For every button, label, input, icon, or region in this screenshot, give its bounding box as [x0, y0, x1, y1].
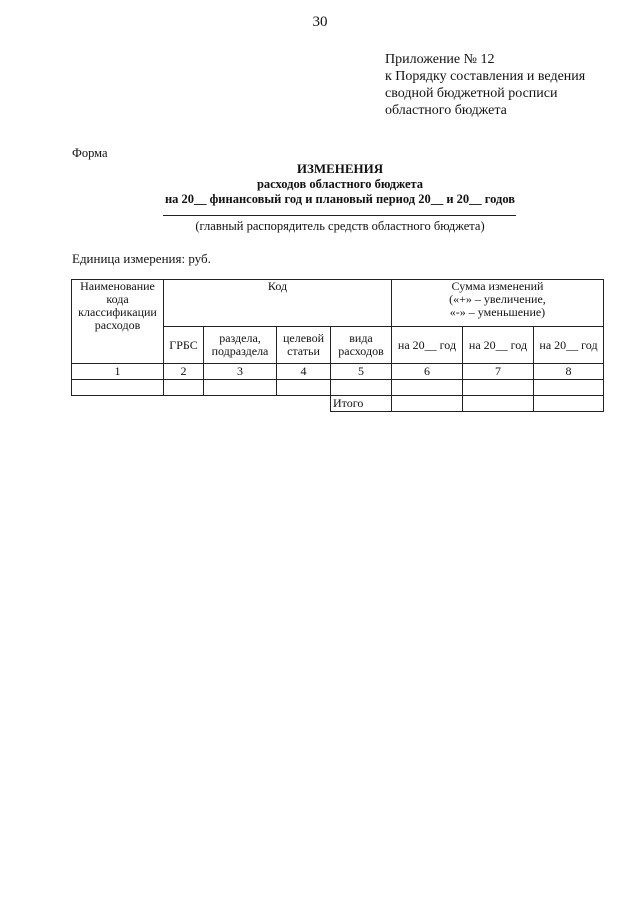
column-number: 6	[392, 364, 463, 380]
empty-cell[interactable]	[331, 380, 392, 396]
appendix-line: Приложение № 12	[385, 52, 495, 67]
column-number: 4	[277, 364, 331, 380]
subheader-target: целевой статьи	[277, 327, 331, 364]
sum-header-line: Сумма изменений	[451, 279, 544, 293]
column-number: 3	[204, 364, 277, 380]
empty-cell[interactable]	[72, 380, 164, 396]
column-number: 8	[534, 364, 604, 380]
subheader-year-1: на 20__ год	[392, 327, 463, 364]
document-subtitle: расходов областного бюджета	[256, 177, 424, 191]
appendix-line: сводной бюджетной росписи	[385, 86, 558, 101]
column-number-row	[72, 364, 604, 380]
subheader-grbs: ГРБС	[164, 327, 204, 364]
document-period: на 20__ финансовый год и плановый период 20__ и 20__ годов	[164, 192, 516, 206]
appendix-line: областного бюджета	[385, 103, 507, 118]
unit-label: Единица измерения: руб.	[72, 251, 211, 266]
empty-cell[interactable]	[463, 380, 534, 396]
blank-space	[164, 396, 204, 412]
column-number: 1	[72, 364, 164, 380]
changes-table	[71, 279, 604, 412]
header-name-cell: Наименование кода классификации расходов	[72, 280, 164, 364]
header-row	[72, 280, 604, 327]
form-label: Форма	[72, 146, 108, 160]
empty-cell[interactable]	[204, 380, 277, 396]
empty-cell[interactable]	[164, 380, 204, 396]
total-cell[interactable]	[392, 396, 463, 412]
column-number: 7	[463, 364, 534, 380]
manager-caption: (главный распорядитель средств областного бюджета)	[195, 219, 485, 233]
total-row	[72, 396, 604, 412]
page-number: 30	[312, 14, 328, 30]
column-number: 5	[331, 364, 392, 380]
total-cell[interactable]	[534, 396, 604, 412]
document-title: ИЗМЕНЕНИЯ	[296, 161, 384, 176]
table-row	[72, 380, 604, 396]
subheader-section: раздела, подраздела	[204, 327, 277, 364]
blank-space	[277, 396, 331, 412]
header-sum-group	[392, 280, 604, 327]
empty-cell[interactable]	[392, 380, 463, 396]
total-cell[interactable]	[463, 396, 534, 412]
appendix-block	[385, 51, 585, 119]
empty-cell[interactable]	[277, 380, 331, 396]
sum-header-line: «-» – уменьшение)	[449, 305, 546, 319]
manager-underline	[163, 215, 516, 216]
appendix-line: к Порядку составления и ведения	[385, 69, 586, 84]
empty-cell[interactable]	[534, 380, 604, 396]
sum-header-line: («+» – увеличение,	[449, 292, 546, 306]
total-label: Итого	[331, 396, 392, 412]
subheader-year-2: на 20__ год	[463, 327, 534, 364]
blank-space	[72, 396, 164, 412]
header-code-group: Код	[164, 280, 392, 327]
column-number: 2	[164, 364, 204, 380]
blank-space	[204, 396, 277, 412]
subheader-year-3: на 20__ год	[534, 327, 604, 364]
subheader-type: вида расходов	[331, 327, 392, 364]
